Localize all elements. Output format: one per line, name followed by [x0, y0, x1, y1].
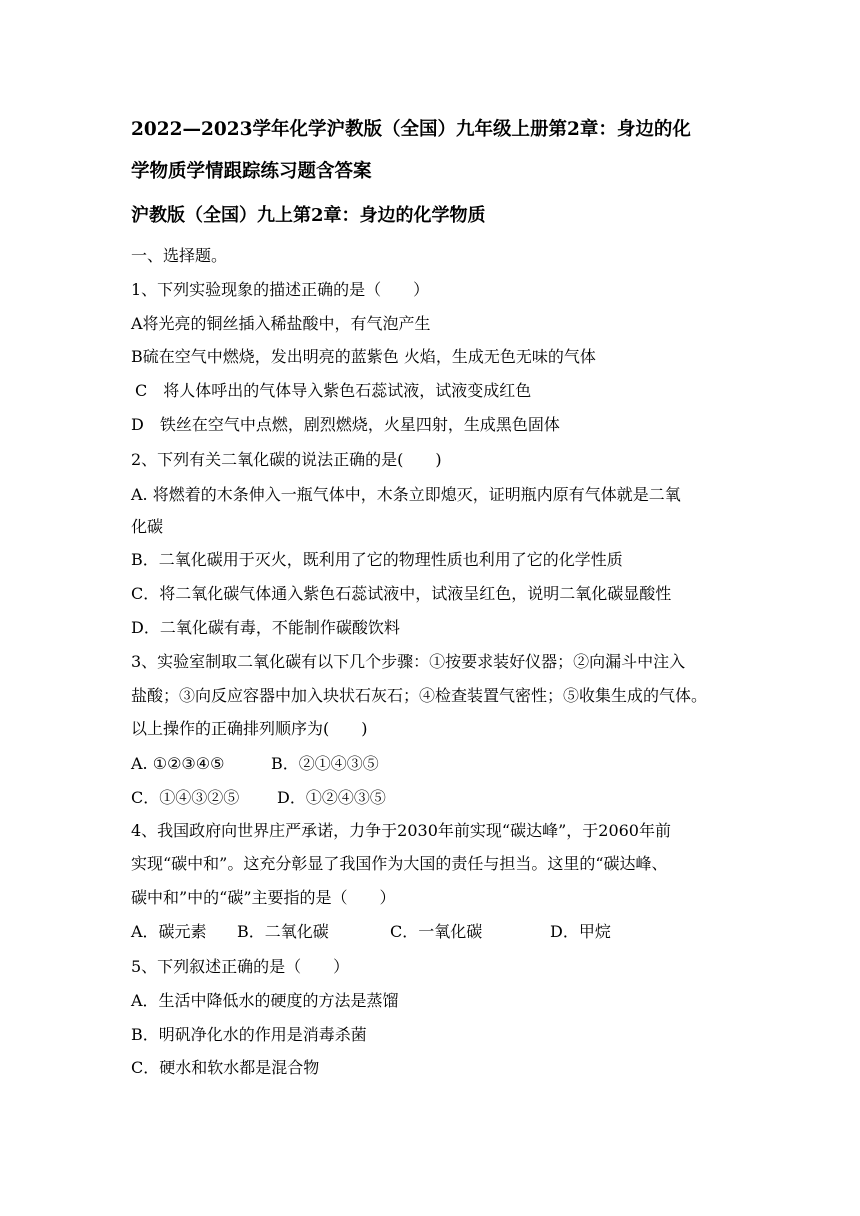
question-3-options-row-2	[131, 787, 386, 811]
question-5-option-a: A．生活中降低水的硬度的方法是蒸馏	[131, 991, 399, 1010]
question-5-option-c: C．硬水和软水都是混合物	[131, 1058, 320, 1077]
question-1-option-a: A将光亮的铜丝插入稀盐酸中，有气泡产生	[131, 314, 431, 333]
question-4-options-row	[131, 921, 611, 945]
question-4-option-d: D．甲烷	[550, 922, 611, 941]
question-1-stem: 1、下列实验现象的描述正确的是（ ）	[131, 280, 430, 299]
question-1-option-b: B硫在空气中燃烧，发出明亮的蓝紫色 火焰，生成无色无味的气体	[131, 347, 596, 366]
question-2-option-a: A. 将燃着的木条伸入一瓶气体中，木条立即熄灭，证明瓶内原有气体就是二氧	[131, 485, 681, 504]
document-title-line-1: 2022—2023学年化学沪教版（全国）九年级上册第2章：身边的化	[131, 119, 691, 140]
question-3-option-d: D．①②④③⑤	[277, 788, 386, 807]
question-3-option-c: C．①④③②⑤	[131, 788, 240, 807]
section-heading: 一、选择题。	[131, 246, 228, 265]
question-3-stem-line-3: 以上操作的正确排列顺序为( )	[131, 719, 368, 738]
question-4-option-c: C．一氧化碳	[390, 922, 483, 941]
question-3-stem-line-2: 盐酸；③向反应容器中加入块状石灰石；④检查装置气密性；⑤收集生成的气体。	[131, 686, 708, 705]
question-5-stem: 5、下列叙述正确的是（ ）	[131, 957, 350, 976]
question-3-option-b: B．②①④③⑤	[271, 754, 379, 773]
question-4-option-b: B．二氧化碳	[237, 922, 329, 941]
question-4-stem-line-3: 碳中和”中的“碳”主要指的是（ ）	[131, 888, 396, 907]
question-1-option-d: D 铁丝在空气中点燃，剧烈燃烧，火星四射，生成黑色固体	[131, 415, 560, 434]
question-3-stem-line-1: 3、实验室制取二氧化碳有以下几个步骤：①按要求装好仪器；②向漏斗中注入	[131, 652, 686, 671]
question-4-stem-line-2: 实现“碳中和”。这充分彰显了我国作为大国的责任与担当。这里的“碳达峰、	[131, 854, 668, 873]
question-2-option-c: C．将二氧化碳气体通入紫色石蕊试液中，试液呈红色，说明二氧化碳显酸性	[131, 584, 672, 603]
question-5-option-b: B．明矾净化水的作用是消毒杀菌	[131, 1025, 367, 1044]
question-4-stem-line-1: 4、我国政府向世界庄严承诺，力争于2030年前实现“碳达峰”，于2060年前	[131, 821, 671, 840]
question-2-option-b: B．二氧化碳用于灭火，既利用了它的物理性质也利用了它的化学性质	[131, 550, 623, 569]
question-4-option-a: A．碳元素	[131, 922, 207, 941]
question-3-options-row-1	[131, 753, 379, 777]
question-2-stem: 2、下列有关二氧化碳的说法正确的是( )	[131, 450, 442, 469]
document-title-line-2: 学物质学情跟踪练习题含答案	[131, 161, 372, 182]
document-subtitle: 沪教版（全国）九上第2章：身边的化学物质	[131, 205, 486, 226]
question-2-option-a-cont: 化碳	[131, 517, 164, 536]
question-1-option-c: C 将人体呼出的气体导入紫色石蕊试液，试液变成红色	[135, 381, 532, 400]
question-3-option-a: A. ①②③④⑤	[131, 754, 225, 773]
question-2-option-d: D．二氧化碳有毒，不能制作碳酸饮料	[131, 618, 400, 637]
